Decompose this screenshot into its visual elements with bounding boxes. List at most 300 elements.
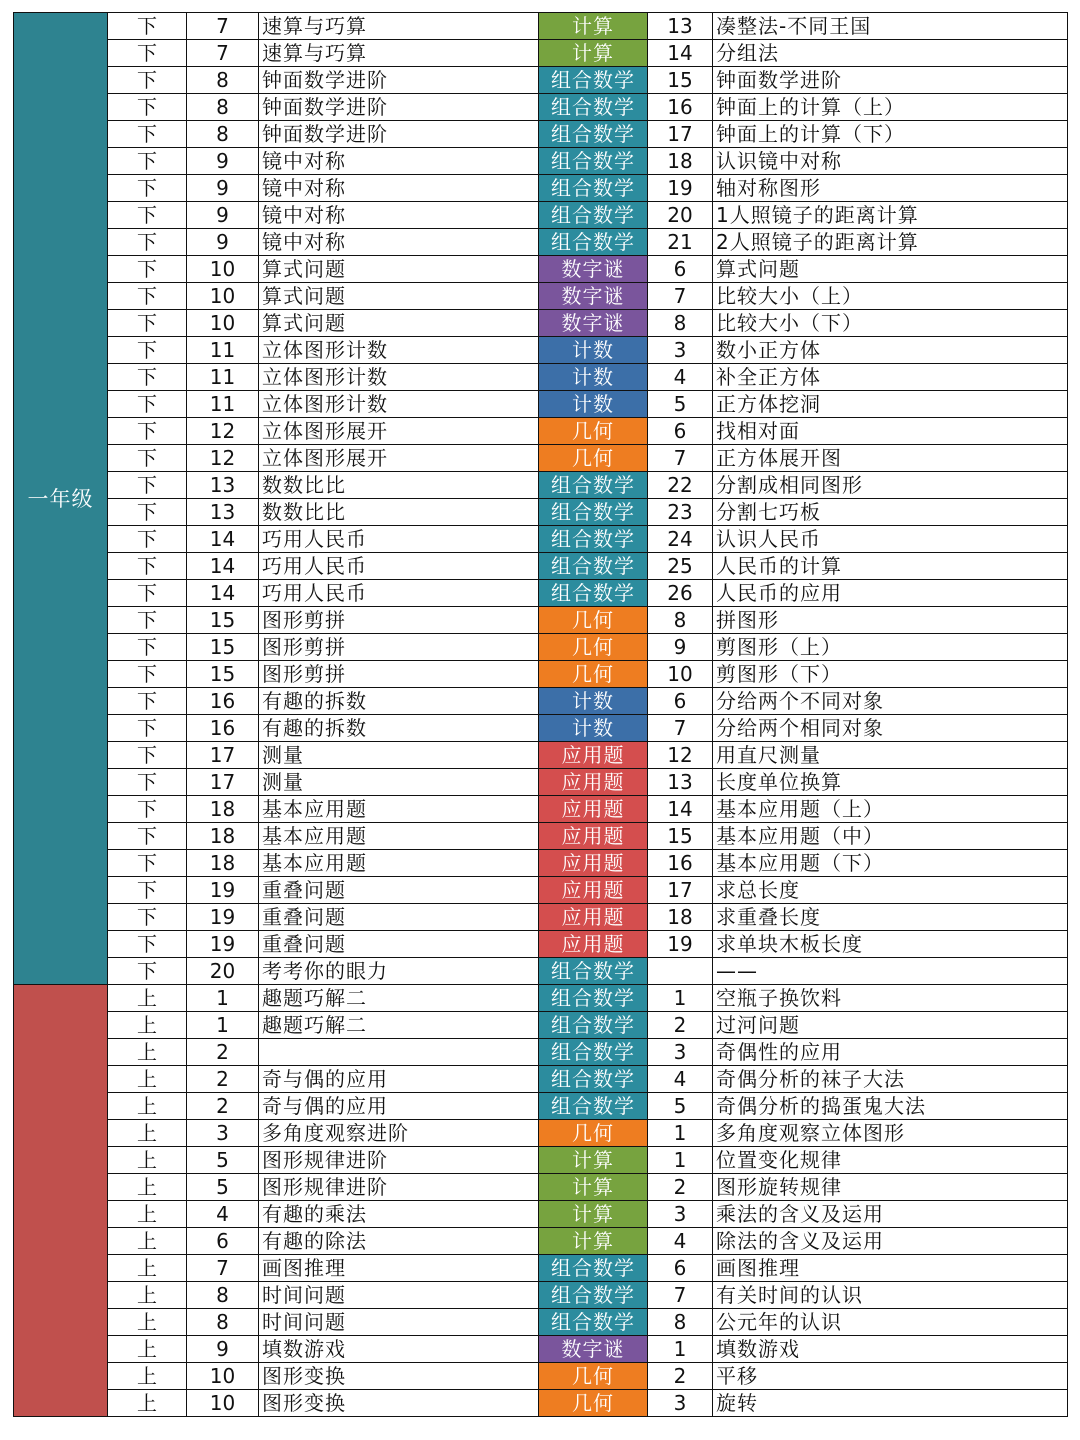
lesson-title-cell: 剪图形（上） — [713, 634, 1068, 661]
lesson-number-cell: 18 — [648, 904, 713, 931]
unit-number-cell: 7 — [187, 40, 259, 67]
lesson-number-cell: 7 — [648, 715, 713, 742]
category-badge: 组合数学 — [539, 1012, 648, 1039]
category-badge: 组合数学 — [539, 553, 648, 580]
lesson-number-cell: 1 — [648, 1336, 713, 1363]
table-row — [14, 1363, 1068, 1390]
lesson-number-cell: 5 — [648, 1093, 713, 1120]
lesson-title-cell: 正方体挖洞 — [713, 391, 1068, 418]
lesson-title-cell: 分割七巧板 — [713, 499, 1068, 526]
lesson-number-cell: 8 — [648, 607, 713, 634]
semester-cell: 上 — [108, 1336, 187, 1363]
category-badge: 数字谜 — [539, 256, 648, 283]
lesson-title-cell: 奇偶分析的捣蛋鬼大法 — [713, 1093, 1068, 1120]
topic-cell: 趣题巧解二 — [259, 1012, 539, 1039]
table-row — [14, 1201, 1068, 1228]
topic-cell: 镜中对称 — [259, 148, 539, 175]
table-row — [14, 904, 1068, 931]
topic-cell: 基本应用题 — [259, 823, 539, 850]
unit-number-cell: 1 — [187, 1012, 259, 1039]
lesson-number-cell: 3 — [648, 337, 713, 364]
semester-cell: 下 — [108, 40, 187, 67]
lesson-number-cell: 20 — [648, 202, 713, 229]
semester-cell: 下 — [108, 715, 187, 742]
table-row — [14, 337, 1068, 364]
category-badge: 应用题 — [539, 742, 648, 769]
semester-cell: 上 — [108, 1012, 187, 1039]
category-badge: 计算 — [539, 1174, 648, 1201]
category-badge: 应用题 — [539, 877, 648, 904]
category-badge: 几何 — [539, 1120, 648, 1147]
semester-cell: 上 — [108, 1066, 187, 1093]
unit-number-cell: 10 — [187, 1363, 259, 1390]
table-row — [14, 202, 1068, 229]
lesson-number-cell: 8 — [648, 310, 713, 337]
category-badge: 应用题 — [539, 904, 648, 931]
unit-number-cell: 9 — [187, 202, 259, 229]
topic-cell: 测量 — [259, 742, 539, 769]
unit-number-cell: 3 — [187, 1120, 259, 1147]
table-row — [14, 1174, 1068, 1201]
semester-cell: 下 — [108, 499, 187, 526]
semester-cell: 下 — [108, 796, 187, 823]
topic-cell: 重叠问题 — [259, 877, 539, 904]
table-row — [14, 931, 1068, 958]
lesson-title-cell: 拼图形 — [713, 607, 1068, 634]
lesson-number-cell: 10 — [648, 661, 713, 688]
table-row — [14, 1390, 1068, 1417]
semester-cell: 上 — [108, 1255, 187, 1282]
topic-cell: 镜中对称 — [259, 175, 539, 202]
topic-cell: 算式问题 — [259, 310, 539, 337]
unit-number-cell: 15 — [187, 607, 259, 634]
category-badge: 计算 — [539, 40, 648, 67]
table-row — [14, 1228, 1068, 1255]
lesson-number-cell: 2 — [648, 1174, 713, 1201]
topic-cell: 钟面数学进阶 — [259, 94, 539, 121]
lesson-number-cell: 25 — [648, 553, 713, 580]
lesson-title-cell: 人民币的应用 — [713, 580, 1068, 607]
table-row — [14, 634, 1068, 661]
lesson-number-cell: 24 — [648, 526, 713, 553]
curriculum-table — [13, 12, 1068, 1417]
unit-number-cell: 19 — [187, 877, 259, 904]
unit-number-cell: 20 — [187, 958, 259, 985]
unit-number-cell: 14 — [187, 526, 259, 553]
topic-cell: 重叠问题 — [259, 931, 539, 958]
topic-cell: 巧用人民币 — [259, 580, 539, 607]
category-badge: 应用题 — [539, 931, 648, 958]
unit-number-cell: 11 — [187, 337, 259, 364]
unit-number-cell: 8 — [187, 1309, 259, 1336]
topic-cell: 巧用人民币 — [259, 553, 539, 580]
table-row — [14, 877, 1068, 904]
category-badge: 几何 — [539, 1363, 648, 1390]
topic-cell: 考考你的眼力 — [259, 958, 539, 985]
unit-number-cell: 5 — [187, 1174, 259, 1201]
semester-cell: 上 — [108, 1120, 187, 1147]
unit-number-cell: 15 — [187, 634, 259, 661]
lesson-title-cell: 多角度观察立体图形 — [713, 1120, 1068, 1147]
table-row — [14, 175, 1068, 202]
lesson-title-cell: 比较大小（上） — [713, 283, 1068, 310]
lesson-title-cell: 有关时间的认识 — [713, 1282, 1068, 1309]
lesson-number-cell: 16 — [648, 94, 713, 121]
lesson-title-cell: 分给两个相同对象 — [713, 715, 1068, 742]
topic-cell: 有趣的拆数 — [259, 688, 539, 715]
lesson-number-cell: 8 — [648, 1309, 713, 1336]
table-row — [14, 580, 1068, 607]
unit-number-cell: 9 — [187, 148, 259, 175]
table-row — [14, 985, 1068, 1012]
lesson-number-cell: 3 — [648, 1039, 713, 1066]
unit-number-cell: 10 — [187, 1390, 259, 1417]
unit-number-cell: 7 — [187, 13, 259, 40]
category-badge: 几何 — [539, 418, 648, 445]
topic-cell: 有趣的乘法 — [259, 1201, 539, 1228]
table-row — [14, 283, 1068, 310]
topic-cell: 算式问题 — [259, 256, 539, 283]
table-row — [14, 796, 1068, 823]
lesson-number-cell: 9 — [648, 634, 713, 661]
lesson-number-cell: 4 — [648, 1228, 713, 1255]
lesson-number-cell: 15 — [648, 67, 713, 94]
category-badge: 组合数学 — [539, 472, 648, 499]
category-badge: 组合数学 — [539, 202, 648, 229]
semester-cell: 下 — [108, 445, 187, 472]
table-row — [14, 1066, 1068, 1093]
topic-cell: 奇与偶的应用 — [259, 1093, 539, 1120]
semester-cell: 下 — [108, 769, 187, 796]
topic-cell: 有趣的除法 — [259, 1228, 539, 1255]
unit-number-cell: 17 — [187, 769, 259, 796]
topic-cell: 有趣的拆数 — [259, 715, 539, 742]
lesson-title-cell: 画图推理 — [713, 1255, 1068, 1282]
lesson-title-cell: 算式问题 — [713, 256, 1068, 283]
topic-cell — [259, 1039, 539, 1066]
semester-cell: 上 — [108, 1093, 187, 1120]
lesson-number-cell: 6 — [648, 688, 713, 715]
lesson-title-cell: 平移 — [713, 1363, 1068, 1390]
lesson-number-cell: 2 — [648, 1012, 713, 1039]
table-row — [14, 742, 1068, 769]
topic-cell: 立体图形计数 — [259, 391, 539, 418]
table-row — [14, 1147, 1068, 1174]
grade-cell — [14, 985, 108, 1417]
semester-cell: 上 — [108, 1147, 187, 1174]
topic-cell: 图形规律进阶 — [259, 1147, 539, 1174]
lesson-number-cell: 12 — [648, 742, 713, 769]
unit-number-cell: 13 — [187, 499, 259, 526]
lesson-number-cell: 2 — [648, 1363, 713, 1390]
lesson-number-cell: 26 — [648, 580, 713, 607]
topic-cell: 算式问题 — [259, 283, 539, 310]
topic-cell: 钟面数学进阶 — [259, 121, 539, 148]
semester-cell: 下 — [108, 67, 187, 94]
category-badge: 几何 — [539, 661, 648, 688]
topic-cell: 图形规律进阶 — [259, 1174, 539, 1201]
unit-number-cell: 6 — [187, 1228, 259, 1255]
unit-number-cell: 9 — [187, 1336, 259, 1363]
semester-cell: 下 — [108, 121, 187, 148]
table-row — [14, 256, 1068, 283]
unit-number-cell: 14 — [187, 553, 259, 580]
lesson-title-cell: 比较大小（下） — [713, 310, 1068, 337]
lesson-number-cell: 4 — [648, 1066, 713, 1093]
lesson-title-cell: 填数游戏 — [713, 1336, 1068, 1363]
lesson-number-cell: 13 — [648, 769, 713, 796]
lesson-title-cell: 用直尺测量 — [713, 742, 1068, 769]
lesson-title-cell: 找相对面 — [713, 418, 1068, 445]
semester-cell: 下 — [108, 607, 187, 634]
table-row — [14, 67, 1068, 94]
category-badge: 数字谜 — [539, 283, 648, 310]
lesson-number-cell: 16 — [648, 850, 713, 877]
lesson-number-cell: 19 — [648, 175, 713, 202]
table-row — [14, 607, 1068, 634]
topic-cell: 时间问题 — [259, 1282, 539, 1309]
semester-cell: 上 — [108, 1039, 187, 1066]
table-row — [14, 1039, 1068, 1066]
category-badge: 组合数学 — [539, 1309, 648, 1336]
semester-cell: 下 — [108, 634, 187, 661]
topic-cell: 奇与偶的应用 — [259, 1066, 539, 1093]
semester-cell: 下 — [108, 229, 187, 256]
unit-number-cell: 2 — [187, 1039, 259, 1066]
category-badge: 组合数学 — [539, 1066, 648, 1093]
category-badge: 应用题 — [539, 769, 648, 796]
topic-cell: 图形剪拼 — [259, 634, 539, 661]
category-badge: 几何 — [539, 607, 648, 634]
semester-cell: 下 — [108, 310, 187, 337]
category-badge: 数字谜 — [539, 310, 648, 337]
category-badge: 几何 — [539, 445, 648, 472]
semester-cell: 上 — [108, 1309, 187, 1336]
lesson-number-cell: 7 — [648, 283, 713, 310]
unit-number-cell: 8 — [187, 94, 259, 121]
table-row — [14, 1282, 1068, 1309]
lesson-number-cell: 22 — [648, 472, 713, 499]
category-badge: 组合数学 — [539, 229, 648, 256]
unit-number-cell: 10 — [187, 256, 259, 283]
lesson-title-cell: 钟面数学进阶 — [713, 67, 1068, 94]
topic-cell: 重叠问题 — [259, 904, 539, 931]
semester-cell: 下 — [108, 580, 187, 607]
lesson-number-cell: 23 — [648, 499, 713, 526]
topic-cell: 画图推理 — [259, 1255, 539, 1282]
category-badge: 计数 — [539, 715, 648, 742]
category-badge: 计算 — [539, 13, 648, 40]
table-row — [14, 364, 1068, 391]
lesson-number-cell: 3 — [648, 1390, 713, 1417]
lesson-title-cell: 数小正方体 — [713, 337, 1068, 364]
lesson-number-cell: 19 — [648, 931, 713, 958]
table-row — [14, 499, 1068, 526]
topic-cell: 图形变换 — [259, 1390, 539, 1417]
topic-cell: 填数游戏 — [259, 1336, 539, 1363]
lesson-title-cell: 剪图形（下） — [713, 661, 1068, 688]
semester-cell: 下 — [108, 472, 187, 499]
category-badge: 组合数学 — [539, 526, 648, 553]
semester-cell: 上 — [108, 1282, 187, 1309]
category-badge: 应用题 — [539, 823, 648, 850]
semester-cell: 下 — [108, 364, 187, 391]
unit-number-cell: 9 — [187, 175, 259, 202]
unit-number-cell: 11 — [187, 364, 259, 391]
semester-cell: 上 — [108, 1201, 187, 1228]
category-badge: 计算 — [539, 1201, 648, 1228]
unit-number-cell: 18 — [187, 823, 259, 850]
lesson-title-cell: 轴对称图形 — [713, 175, 1068, 202]
semester-cell: 下 — [108, 283, 187, 310]
topic-cell: 速算与巧算 — [259, 13, 539, 40]
semester-cell: 下 — [108, 742, 187, 769]
lesson-title-cell: 求单块木板长度 — [713, 931, 1068, 958]
topic-cell: 镜中对称 — [259, 229, 539, 256]
lesson-number-cell: 18 — [648, 148, 713, 175]
category-badge: 应用题 — [539, 796, 648, 823]
lesson-number-cell: 5 — [648, 391, 713, 418]
semester-cell: 下 — [108, 850, 187, 877]
lesson-title-cell: 认识镜中对称 — [713, 148, 1068, 175]
lesson-number-cell — [648, 958, 713, 985]
topic-cell: 基本应用题 — [259, 850, 539, 877]
unit-number-cell: 4 — [187, 1201, 259, 1228]
category-badge: 组合数学 — [539, 148, 648, 175]
topic-cell: 立体图形展开 — [259, 418, 539, 445]
unit-number-cell: 19 — [187, 904, 259, 931]
unit-number-cell: 18 — [187, 796, 259, 823]
category-badge: 组合数学 — [539, 67, 648, 94]
table-row — [14, 445, 1068, 472]
table-row — [14, 823, 1068, 850]
lesson-title-cell: 乘法的含义及运用 — [713, 1201, 1068, 1228]
unit-number-cell: 16 — [187, 688, 259, 715]
table-row — [14, 769, 1068, 796]
lesson-number-cell: 6 — [648, 256, 713, 283]
category-badge: 组合数学 — [539, 1093, 648, 1120]
semester-cell: 下 — [108, 823, 187, 850]
semester-cell: 下 — [108, 13, 187, 40]
unit-number-cell: 11 — [187, 391, 259, 418]
lesson-title-cell: 分组法 — [713, 40, 1068, 67]
lesson-number-cell: 17 — [648, 877, 713, 904]
table-row — [14, 958, 1068, 985]
topic-cell: 立体图形展开 — [259, 445, 539, 472]
table-row — [14, 1255, 1068, 1282]
lesson-title-cell: 补全正方体 — [713, 364, 1068, 391]
lesson-title-cell: 钟面上的计算（上） — [713, 94, 1068, 121]
unit-number-cell: 14 — [187, 580, 259, 607]
category-badge: 组合数学 — [539, 1039, 648, 1066]
semester-cell: 上 — [108, 1390, 187, 1417]
grade-cell: 一年级 — [14, 13, 108, 985]
table-row — [14, 418, 1068, 445]
category-badge: 组合数学 — [539, 499, 648, 526]
lesson-number-cell: 6 — [648, 1255, 713, 1282]
topic-cell: 数数比比 — [259, 472, 539, 499]
topic-cell: 巧用人民币 — [259, 526, 539, 553]
table-row — [14, 526, 1068, 553]
lesson-title-cell: 钟面上的计算（下） — [713, 121, 1068, 148]
lesson-number-cell: 1 — [648, 1147, 713, 1174]
unit-number-cell: 2 — [187, 1066, 259, 1093]
lesson-number-cell: 4 — [648, 364, 713, 391]
semester-cell: 下 — [108, 94, 187, 121]
semester-cell: 上 — [108, 1174, 187, 1201]
table-row — [14, 850, 1068, 877]
category-badge: 组合数学 — [539, 94, 648, 121]
category-badge: 组合数学 — [539, 121, 648, 148]
lesson-title-cell: 奇偶性的应用 — [713, 1039, 1068, 1066]
table-row — [14, 148, 1068, 175]
category-badge: 组合数学 — [539, 985, 648, 1012]
lesson-number-cell: 6 — [648, 418, 713, 445]
semester-cell: 下 — [108, 877, 187, 904]
lesson-title-cell: —— — [713, 958, 1068, 985]
lesson-title-cell: 位置变化规律 — [713, 1147, 1068, 1174]
topic-cell: 立体图形计数 — [259, 337, 539, 364]
lesson-title-cell: 正方体展开图 — [713, 445, 1068, 472]
unit-number-cell: 16 — [187, 715, 259, 742]
unit-number-cell: 8 — [187, 1282, 259, 1309]
semester-cell: 上 — [108, 1363, 187, 1390]
topic-cell: 趣题巧解二 — [259, 985, 539, 1012]
category-badge: 组合数学 — [539, 1255, 648, 1282]
table-row — [14, 1336, 1068, 1363]
lesson-title-cell: 分给两个不同对象 — [713, 688, 1068, 715]
table-row — [14, 310, 1068, 337]
unit-number-cell: 9 — [187, 229, 259, 256]
semester-cell: 下 — [108, 931, 187, 958]
category-badge: 计算 — [539, 1228, 648, 1255]
semester-cell: 下 — [108, 202, 187, 229]
topic-cell: 图形剪拼 — [259, 661, 539, 688]
category-badge: 几何 — [539, 634, 648, 661]
curriculum-sheet — [13, 12, 1067, 1418]
category-badge: 组合数学 — [539, 175, 648, 202]
lesson-number-cell: 14 — [648, 796, 713, 823]
table-row — [14, 688, 1068, 715]
lesson-title-cell: 求重叠长度 — [713, 904, 1068, 931]
semester-cell: 下 — [108, 418, 187, 445]
topic-cell: 时间问题 — [259, 1309, 539, 1336]
semester-cell: 下 — [108, 904, 187, 931]
table-row — [14, 1309, 1068, 1336]
topic-cell: 基本应用题 — [259, 796, 539, 823]
table-row — [14, 121, 1068, 148]
table-row — [14, 391, 1068, 418]
unit-number-cell: 1 — [187, 985, 259, 1012]
topic-cell: 多角度观察进阶 — [259, 1120, 539, 1147]
table-row — [14, 229, 1068, 256]
lesson-number-cell: 1 — [648, 1120, 713, 1147]
lesson-title-cell: 认识人民币 — [713, 526, 1068, 553]
table-row — [14, 472, 1068, 499]
lesson-number-cell: 15 — [648, 823, 713, 850]
unit-number-cell: 17 — [187, 742, 259, 769]
category-badge: 组合数学 — [539, 580, 648, 607]
lesson-title-cell: 旋转 — [713, 1390, 1068, 1417]
table-body — [14, 13, 1068, 1417]
unit-number-cell: 8 — [187, 121, 259, 148]
category-badge: 组合数学 — [539, 1282, 648, 1309]
lesson-title-cell: 图形旋转规律 — [713, 1174, 1068, 1201]
lesson-title-cell: 求总长度 — [713, 877, 1068, 904]
lesson-title-cell: 分割成相同图形 — [713, 472, 1068, 499]
lesson-number-cell: 7 — [648, 445, 713, 472]
semester-cell: 上 — [108, 985, 187, 1012]
